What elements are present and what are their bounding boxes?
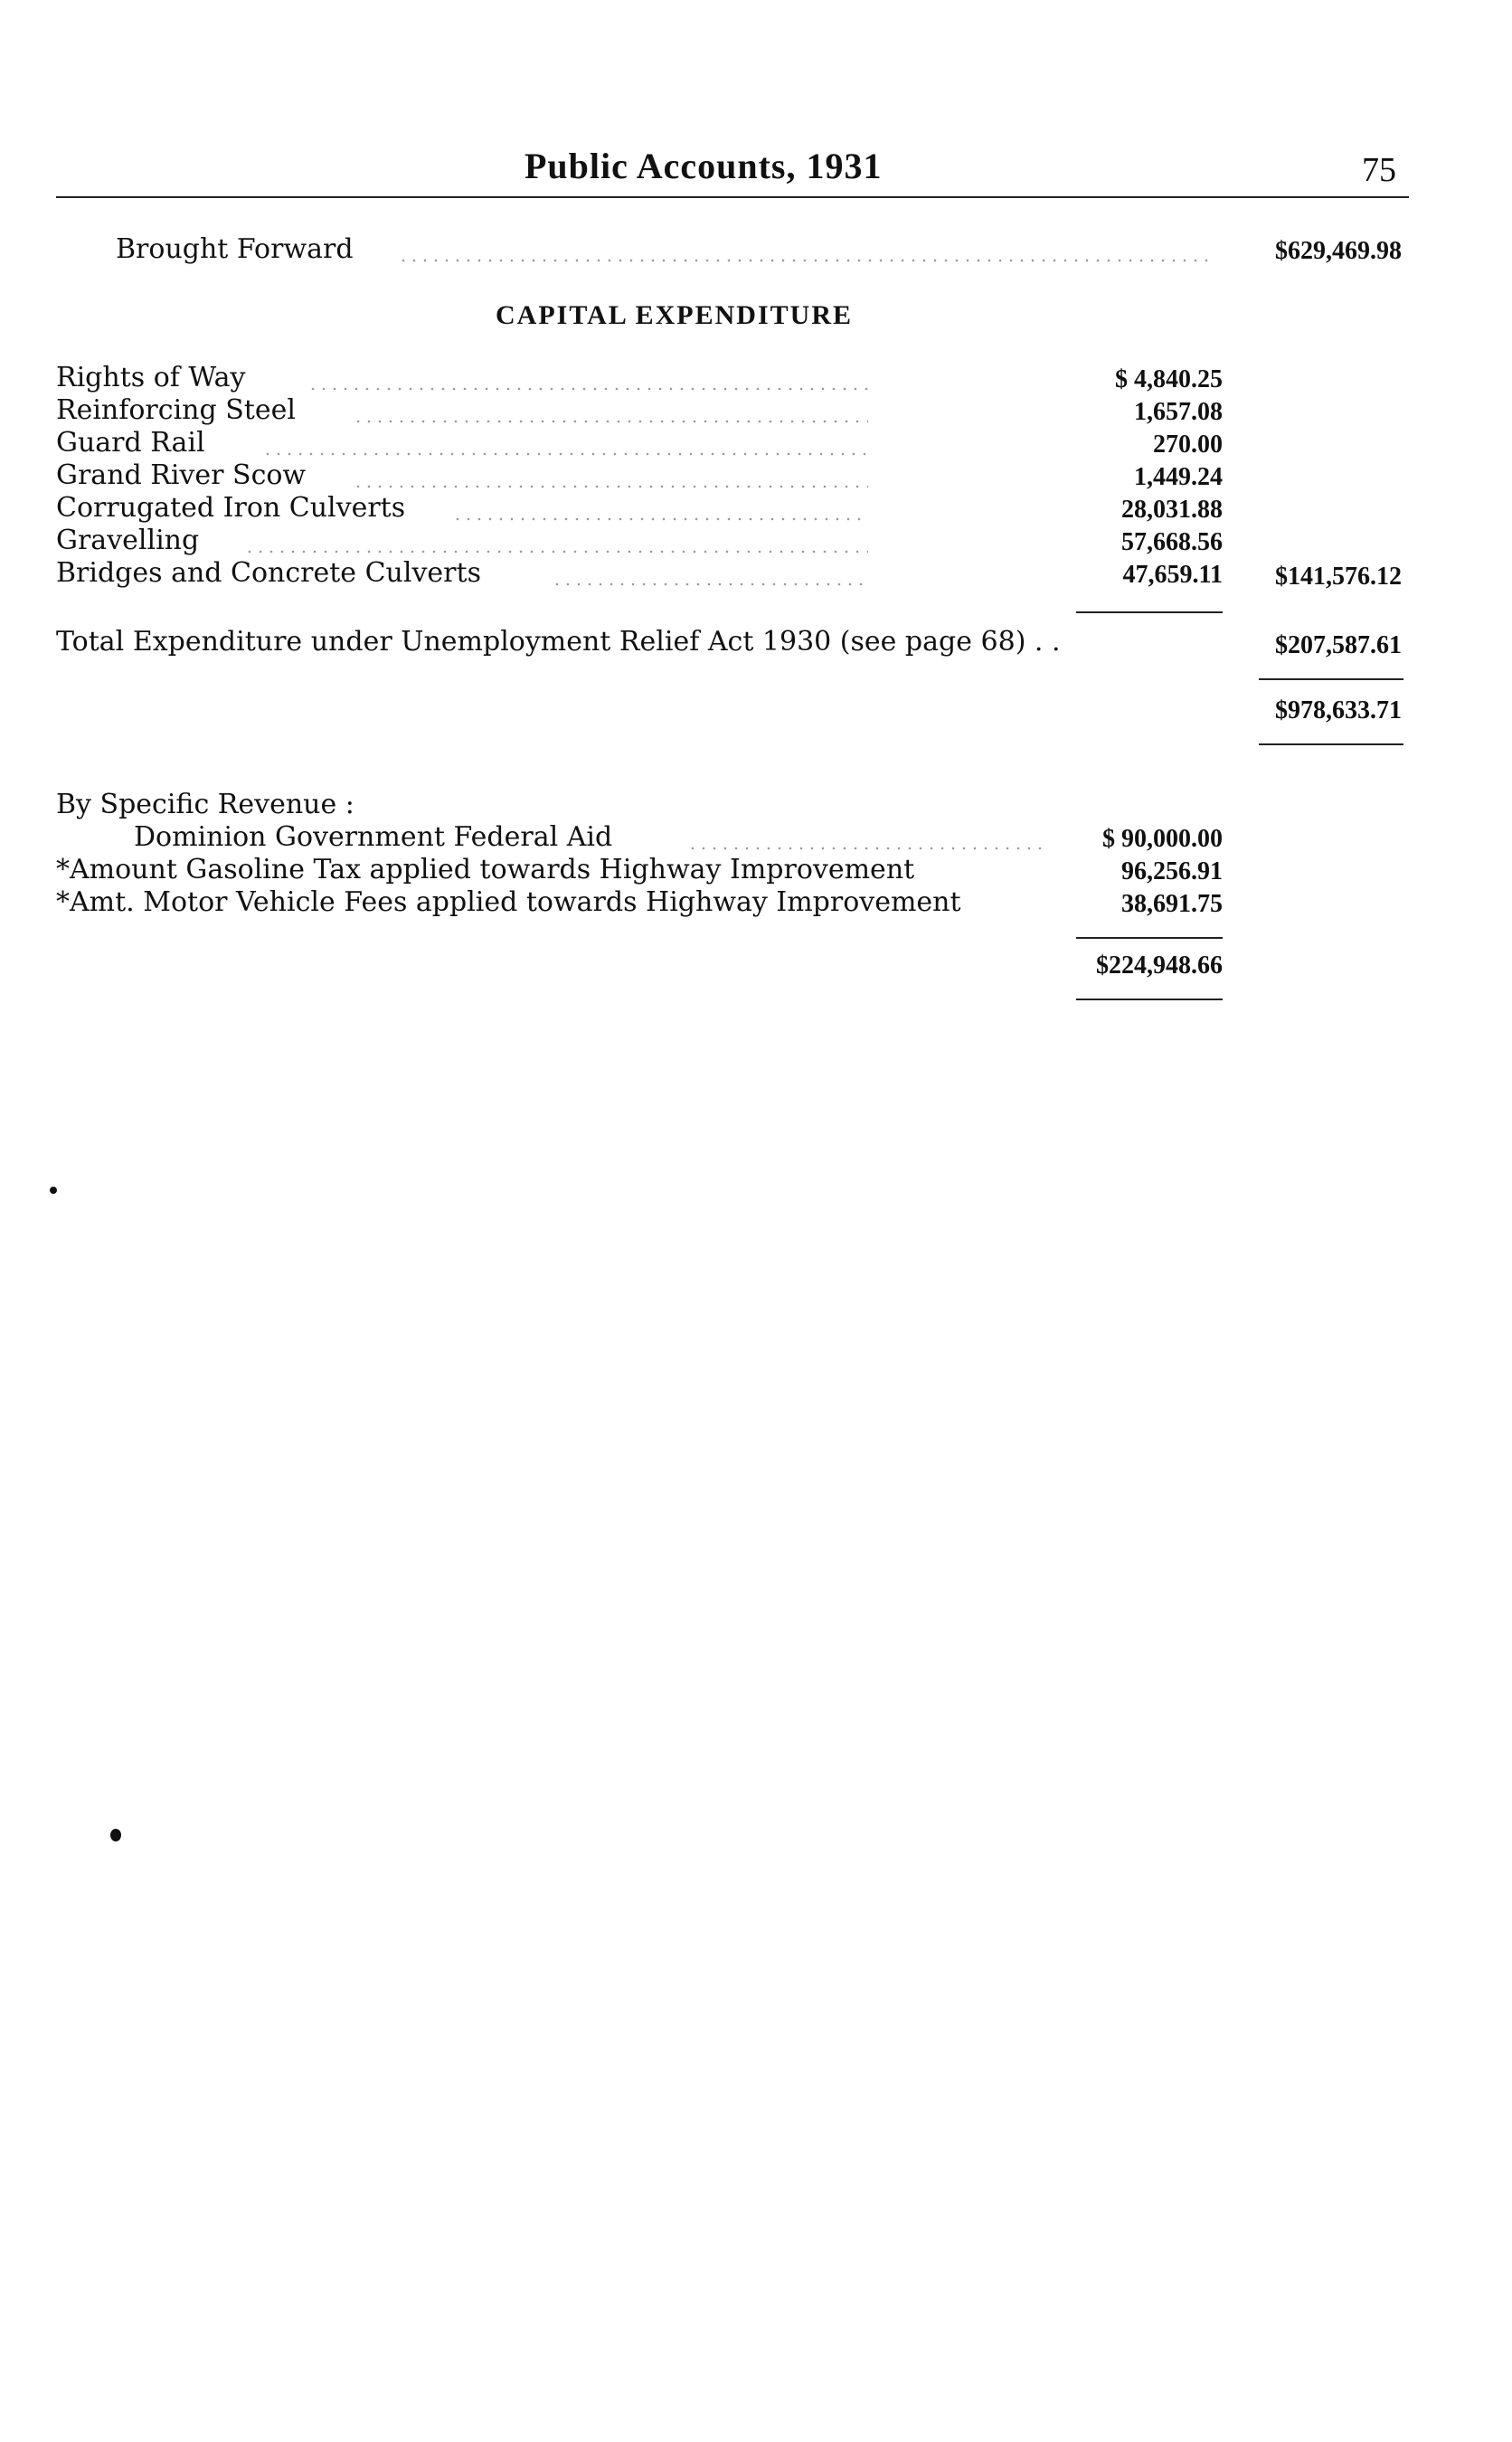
brought-forward-amount: $629,469.98 bbox=[1275, 237, 1402, 265]
list-item-label: Reinforcing Steel bbox=[56, 394, 296, 426]
list-item-label: *Amount Gasoline Tax applied towards Highway Improvement bbox=[56, 854, 915, 885]
total-rule bbox=[1259, 678, 1403, 680]
list-item-amount: $ 90,000.00 bbox=[1102, 825, 1223, 853]
grand-total-rule bbox=[1259, 743, 1403, 745]
leader-dots bbox=[244, 550, 868, 554]
page-number: 75 bbox=[1362, 151, 1396, 189]
list-item-label: Guard Rail bbox=[56, 427, 205, 459]
leader-dots bbox=[262, 452, 868, 456]
header-rule bbox=[56, 196, 1409, 198]
specific-revenue-heading: By Specific Revenue : bbox=[56, 789, 354, 820]
scan-speck bbox=[110, 1829, 121, 1841]
list-item-amount: $ 4,840.25 bbox=[1115, 365, 1223, 393]
section-title-capital-expenditure: CAPITAL EXPENDITURE bbox=[496, 300, 853, 330]
list-item-label: Dominion Government Federal Aid bbox=[134, 821, 613, 853]
list-item-amount: 38,691.75 bbox=[1121, 890, 1223, 918]
subtotal-rule bbox=[1076, 611, 1223, 613]
leader-dots bbox=[398, 259, 1212, 262]
list-item-label: *Amt. Motor Vehicle Fees applied towards Highway Improvement bbox=[56, 886, 961, 918]
list-item-label: Bridges and Concrete Culverts bbox=[56, 557, 481, 589]
grand-total-amount: $978,633.71 bbox=[1275, 696, 1402, 724]
list-item-amount: 270.00 bbox=[1153, 431, 1223, 459]
list-item-label: Rights of Way bbox=[56, 362, 246, 393]
leader-dots bbox=[552, 582, 868, 586]
unemployment-relief-label: Total Expenditure under Unemployment Relief Act 1930 (see page 68) . . bbox=[56, 626, 1061, 658]
capital-expenditure-subtotal: $141,576.12 bbox=[1275, 563, 1402, 591]
brought-forward-label: Brought Forward bbox=[116, 233, 354, 265]
revenue-subtotal-rule bbox=[1076, 937, 1223, 939]
list-item-amount: 1,449.24 bbox=[1134, 463, 1223, 491]
list-item-amount: 1,657.08 bbox=[1134, 398, 1223, 426]
leader-dots bbox=[687, 847, 1049, 850]
list-item-label: Grand River Scow bbox=[56, 459, 307, 491]
leader-dots bbox=[353, 485, 868, 488]
leader-dots bbox=[353, 420, 868, 423]
unemployment-relief-amount: $207,587.61 bbox=[1275, 631, 1402, 659]
list-item-label: Gravelling bbox=[56, 525, 200, 556]
list-item-label: Corrugated Iron Culverts bbox=[56, 492, 406, 524]
scan-speck bbox=[50, 1187, 57, 1194]
list-item-amount: 96,256.91 bbox=[1121, 857, 1223, 885]
list-item-amount: 47,659.11 bbox=[1122, 561, 1223, 589]
list-item-amount: 28,031.88 bbox=[1121, 496, 1223, 524]
leader-dots bbox=[452, 517, 868, 521]
page-title: Public Accounts, 1931 bbox=[524, 146, 883, 186]
leader-dots bbox=[307, 387, 868, 391]
list-item-amount: 57,668.56 bbox=[1121, 528, 1223, 556]
specific-revenue-total: $224,948.66 bbox=[1096, 951, 1223, 980]
revenue-total-rule bbox=[1076, 999, 1223, 1000]
